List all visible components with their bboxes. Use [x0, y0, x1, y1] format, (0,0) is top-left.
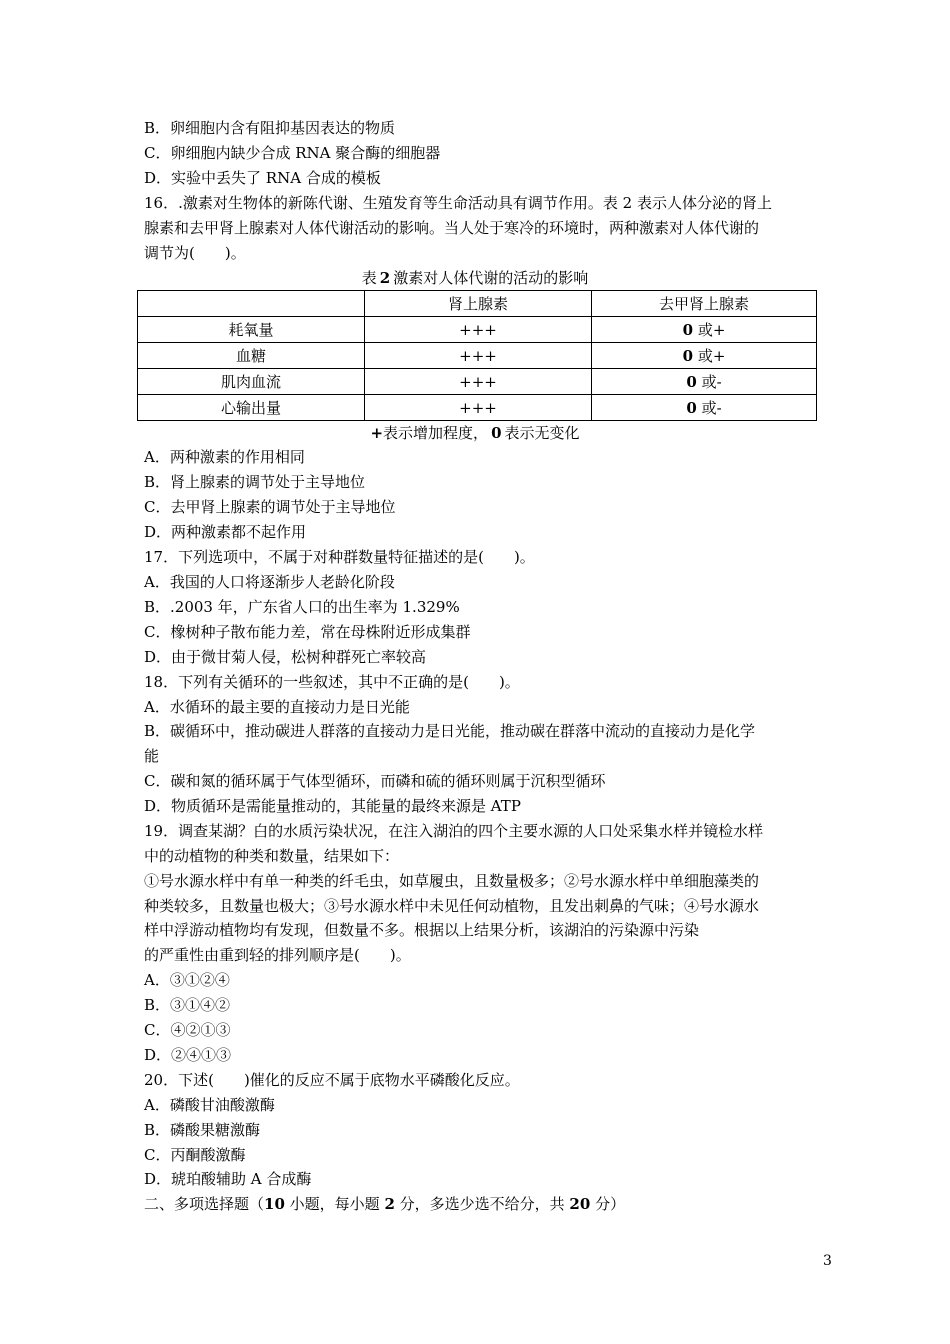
q20-option-d: D．琥珀酸辅助 A 合成酶 — [144, 1170, 312, 1188]
q19-option-a: A．③①②④ — [144, 971, 230, 989]
q19-option-d: D．②④①③ — [144, 1046, 232, 1064]
question-19-line-5: 样中浮游动植物均有发现，但数量不多。根据以上结果分析，该湖泊的污染源中污染 — [144, 921, 700, 939]
question-19-line-6: 的严重性由重到轻的排列顺序是( )。 — [144, 946, 411, 964]
q19-option-b: B．③①④② — [144, 996, 231, 1014]
row-label: 耗氧量 — [138, 317, 365, 343]
noradrenaline-value: 0 或+ — [592, 317, 817, 343]
q18-option-c: C．碳和氮的循环属于气体型循环，而磷和硫的循环则属于沉积型循环 — [144, 772, 606, 790]
noradrenaline-value: 0 或- — [592, 395, 817, 421]
q17-option-d: D．由于微甘菊人侵，松树种群死亡率较高 — [144, 648, 427, 666]
q16-option-c: C．去甲肾上腺素的调节处于主导地位 — [144, 498, 396, 516]
q17-option-c: C．橡树种子散布能力差，常在母株附近形成集群 — [144, 623, 471, 641]
q18-option-b-line-2: 能 — [144, 747, 160, 765]
row-label: 心输出量 — [138, 395, 365, 421]
q18-option-b-line-1: B．碳循环中，推动碳进人群落的直接动力是日光能，推动碳在群落中流动的直接动力是化学 — [144, 722, 756, 740]
row-label: 血糖 — [138, 343, 365, 369]
option-c-text: C．卵细胞内缺少合成 RNA 聚合酶的细胞器 — [144, 144, 441, 162]
adrenaline-value: +++ — [365, 395, 592, 421]
noradrenaline-value: 0 或+ — [592, 343, 817, 369]
option-b-text: B．卵细胞内含有阻抑基因表达的物质 — [144, 119, 396, 137]
caption-rest: 激素对人体代谢的活动的影响 — [393, 269, 589, 287]
table-header-row — [138, 291, 817, 317]
question-19-line-4: 种类较多，且数量也极大；③号水源水样中未见任何动植物，且发出刺鼻的气味；④号水源水 — [144, 897, 760, 915]
caption-prefix: 表 — [361, 269, 377, 287]
noradrenaline-value: 0 或- — [592, 369, 817, 395]
table-row — [138, 369, 817, 395]
note-mid: 表示增加程度， — [383, 424, 489, 442]
question-20: 20．下述( )催化的反应不属于底物水平磷酸化反应。 — [144, 1071, 520, 1089]
table-header-noradrenaline: 去甲肾上腺素 — [592, 291, 817, 317]
table-header-adrenaline: 肾上腺素 — [365, 291, 592, 317]
q20-option-c: C．丙酮酸激酶 — [144, 1146, 246, 1164]
table-row — [138, 395, 817, 421]
table-caption — [0, 269, 950, 287]
q17-option-b: B．.2003 年，广东省人口的出生率为 1.329% — [144, 598, 460, 616]
table-row — [138, 343, 817, 369]
question-16-line-2: 腺素和去甲肾上腺素对人体代谢活动的影响。当人处于寒冷的环境时，两种激素对人体代谢的 — [144, 219, 760, 237]
page-number: 3 — [823, 1253, 832, 1269]
q17-option-a: A．我国的人口将逐渐步人老龄化阶段 — [144, 573, 395, 591]
note-plus: + — [370, 424, 384, 442]
question-18: 18．下列有关循环的一些叙述，其中不正确的是( )。 — [144, 673, 520, 691]
question-16-line-3: 调节为( )。 — [144, 244, 246, 262]
row-label: 肌肉血流 — [138, 369, 365, 395]
table-note — [0, 424, 950, 442]
table-row — [138, 317, 817, 343]
question-17: 17．下列选项中，不属于对种群数量特征描述的是( )。 — [144, 548, 535, 566]
adrenaline-value: +++ — [365, 317, 592, 343]
option-d-text: D．实验中丢失了 RNA 合成的模板 — [144, 169, 381, 187]
hormone-table — [137, 290, 817, 421]
adrenaline-value: +++ — [365, 343, 592, 369]
q18-option-d: D．物质循环是需能量推动的，其能量的最终来源是 ATP — [144, 797, 521, 815]
q20-option-b: B．磷酸果糖激酶 — [144, 1121, 261, 1139]
question-19-line-2: 中的动植物的种类和数量，结果如下： — [144, 847, 400, 865]
caption-number: 2 — [379, 269, 391, 287]
adrenaline-value: +++ — [365, 369, 592, 395]
q20-option-a: A．磷酸甘油酸激酶 — [144, 1096, 275, 1114]
q16-option-d: D．两种激素都不起作用 — [144, 523, 307, 541]
question-16-line-1: 16．.激素对生物体的新陈代谢、生殖发育等生命活动具有调节作用。表 2 表示人体分泌的肾上 — [144, 194, 772, 212]
question-19-line-1: 19．调查某湖？白的水质污染状况，在注入湖泊的四个主要水源的人口处采集水样并镜检水样 — [144, 822, 764, 840]
q18-option-a: A．水循环的最主要的直接动力是日光能 — [144, 698, 410, 716]
q16-option-a: A．两种激素的作用相同 — [144, 448, 305, 466]
note-end: 表示无变化 — [504, 424, 580, 442]
q19-option-c: C．④②①③ — [144, 1021, 231, 1039]
section-heading-multiple-choice: 二、多项选择题（10 小题，每小题 2 分，多选少选不给分，共 20 分） — [144, 1195, 626, 1213]
q16-option-b: B．肾上腺素的调节处于主导地位 — [144, 473, 366, 491]
table-header-empty — [138, 291, 365, 317]
question-19-line-3: ①号水源水样中有单一种类的纤毛虫，如草履虫，且数量极多；②号水源水样中单细胞藻类的 — [144, 872, 760, 890]
note-zero: 0 — [491, 424, 502, 442]
